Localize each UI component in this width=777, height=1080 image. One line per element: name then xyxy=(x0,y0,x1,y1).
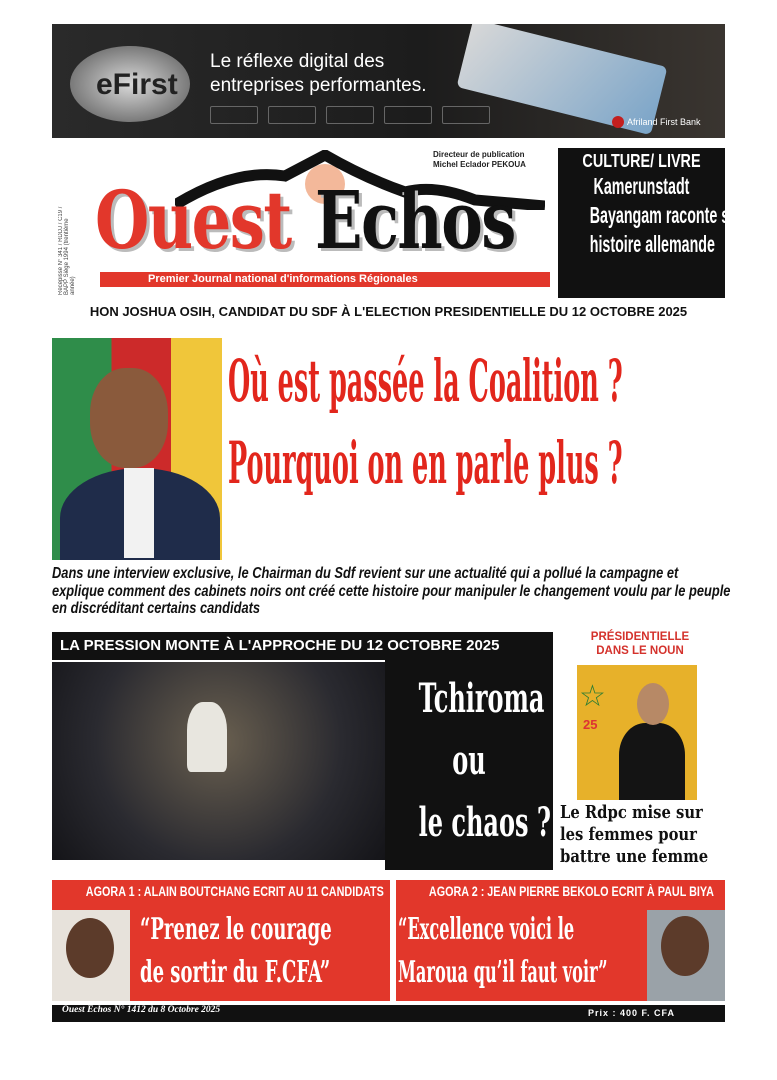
bank-logo: Afriland First Bank xyxy=(612,116,701,128)
lead-intro: Dans une interview exclusive, le Chairman du Sdf revient sur une actualité qui a pollué la campagne et explique comment des cabinets noirs ont créé cette histoire pour manipuler le changement voulu par le peuple en discréditant certains candidats xyxy=(52,565,731,617)
agora-2-header: AGORA 2 : JEAN PIERRE BEKOLO ECRIT À PAUL BIYA xyxy=(428,884,714,899)
noun-candidate-photo xyxy=(577,665,697,800)
efirst-logo: eFirst xyxy=(70,46,190,122)
price: Prix : 400 F. CFA xyxy=(587,1008,675,1018)
bank-icon xyxy=(612,116,624,128)
publication-director: Directeur de publication Michel Eclador PEKOUA xyxy=(433,150,526,169)
agora-2-box[interactable] xyxy=(396,880,725,1001)
lead-subline: HON JOSHUA OSIH, CANDIDAT DU SDF À L'ELECTION PRESIDENTIELLE DU 12 OCTOBRE 2025 xyxy=(89,304,688,319)
agora-1-quote: “Prenez le courage de sortir du F.CFA” xyxy=(140,912,332,990)
lead-headline[interactable]: Où est passée la Coalition ? Pourquoi on en parle plus ? xyxy=(228,347,623,497)
noun-kicker: PRÉSIDENTIELLE DANS LE NOUN xyxy=(590,631,690,657)
second-story-headline[interactable]: Tchiroma ou le chaos ? xyxy=(385,660,553,870)
footer-bar xyxy=(52,1005,725,1022)
bekolo-photo xyxy=(647,910,725,1001)
boutchang-photo xyxy=(52,910,130,1001)
agora-1-box[interactable] xyxy=(52,880,390,1001)
noun-headline[interactable]: Le Rdpc mise sur les femmes pour battre une femme xyxy=(560,802,709,867)
ad-slogan: Le réflexe digital des entreprises performantes. xyxy=(210,51,427,96)
crowd-photo xyxy=(52,662,385,860)
agora-2-quote: “Excellence voici le Maroua qu’il faut voir” xyxy=(398,912,608,990)
star-icon: ☆ xyxy=(579,680,606,713)
second-story-banner: LA PRESSION MONTE À L'APPROCHE DU 12 OCTOBRE 2025 xyxy=(52,632,553,660)
campaign-badge: 25 xyxy=(583,717,598,732)
agora-1-header: AGORA 1 : ALAIN BOUTCHANG ECRIT AU 11 CANDIDATS xyxy=(85,884,384,899)
tagline: Premier Journal national d'informations Régionales xyxy=(100,272,550,287)
newspaper-logo: Ouest Echos xyxy=(95,150,550,270)
issue-info: Ouest Echos N° 1412 du 8 Octobre 2025 xyxy=(62,1005,221,1015)
culture-kicker: CULTURE/ LIVRE xyxy=(582,151,701,171)
register-info: Récépissé N° 341 / RDDJ / C19 / BAPP Siège 1994 (trentième année) xyxy=(58,206,76,295)
advertisement-banner[interactable] xyxy=(52,24,725,138)
osih-photo xyxy=(52,338,222,560)
ad-feature-icons xyxy=(210,106,490,124)
culture-teaser[interactable]: CULTURE/ LIVRE Kamerunstadt Bayangam raconte son histoire allemande xyxy=(558,148,725,298)
